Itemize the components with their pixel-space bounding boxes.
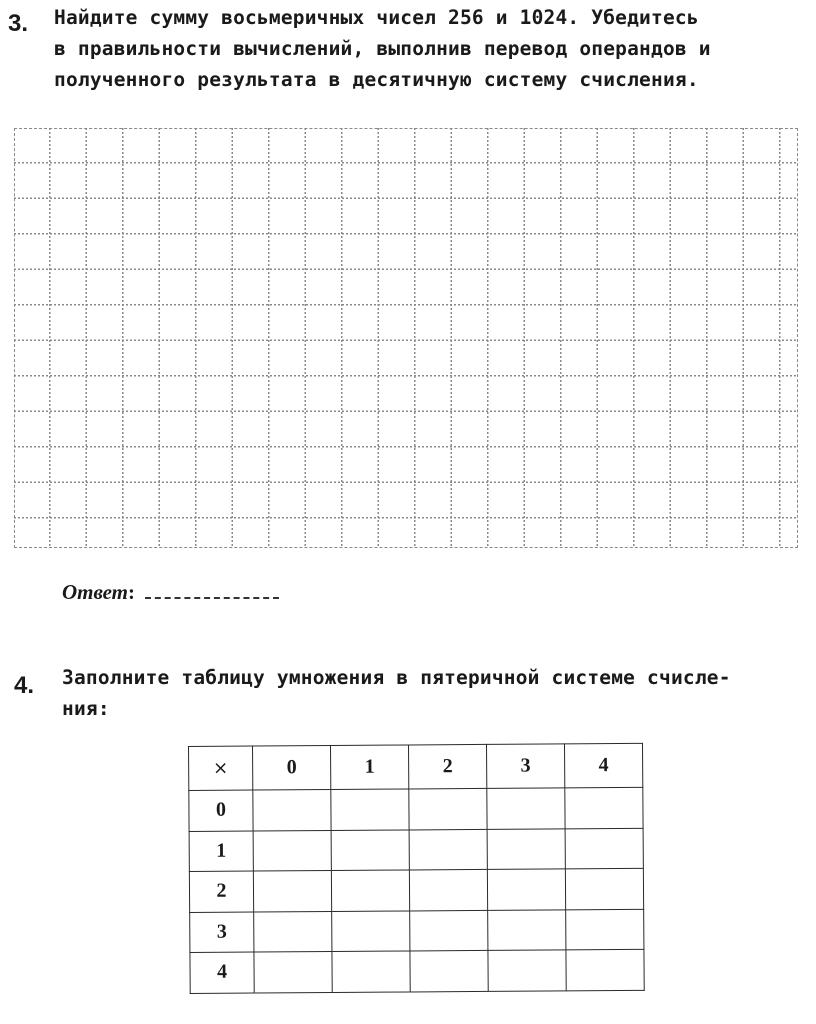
answer-colon: : (128, 580, 136, 604)
table-cell[interactable] (331, 789, 409, 830)
task-3-line-3: полученного результата в десятичную систему счисления. (54, 68, 699, 91)
table-cell[interactable] (410, 910, 488, 951)
col-header: 3 (486, 744, 564, 789)
col-header: 1 (331, 745, 409, 790)
row-header: 2 (189, 871, 253, 912)
table-row (189, 828, 643, 872)
table-cell[interactable] (253, 790, 331, 831)
task-4-line-2: ния: (62, 697, 110, 720)
table-cell[interactable] (332, 910, 410, 951)
table-cell[interactable] (331, 829, 409, 870)
answer-row (62, 580, 279, 605)
table-cell[interactable] (566, 949, 644, 990)
row-header: 3 (190, 912, 254, 953)
task-4-line-1: Заполните таблицу умножения в пятеричной системе счисле- (62, 666, 731, 689)
row-header: 1 (189, 831, 253, 872)
table-corner-multiply-sign: × (189, 746, 253, 790)
table-cell[interactable] (565, 868, 643, 909)
table-cell[interactable] (488, 950, 566, 991)
table-cell[interactable] (254, 952, 332, 993)
table-cell[interactable] (331, 870, 409, 911)
table-cell[interactable] (566, 909, 644, 950)
task-4-number: 4. (14, 672, 35, 699)
col-header: 0 (253, 746, 331, 791)
task-4 (0, 650, 816, 1024)
table-row (190, 949, 644, 993)
work-grid[interactable] (14, 128, 798, 548)
table-cell[interactable] (565, 787, 643, 828)
table-cell[interactable] (254, 911, 332, 952)
table-row (189, 787, 643, 831)
task-3-line-1: Найдите сумму восьмеричных чисел 256 и 1024. Убедитесь (54, 6, 699, 29)
answer-field[interactable] (145, 583, 279, 599)
row-header: 0 (189, 790, 253, 831)
task-3-statement (54, 2, 711, 95)
table-cell[interactable] (488, 909, 566, 950)
table-cell[interactable] (409, 869, 487, 910)
table-cell[interactable] (253, 830, 331, 871)
table-cell[interactable] (487, 788, 565, 829)
table-cell[interactable] (410, 950, 488, 991)
answer-label: Ответ (62, 580, 129, 604)
table-cell[interactable] (409, 788, 487, 829)
table-cell[interactable] (253, 871, 331, 912)
table-cell[interactable] (487, 869, 565, 910)
col-header: 2 (408, 744, 486, 789)
table-row (189, 868, 643, 912)
table-cell[interactable] (487, 828, 565, 869)
task-3-line-2: в правильности вычислений, выполнив перевод операндов и (54, 37, 711, 60)
multiplication-table (188, 743, 645, 994)
row-header: 4 (190, 952, 254, 993)
task-3-number: 3. (8, 10, 29, 37)
col-header: 4 (564, 743, 642, 788)
table-cell[interactable] (409, 829, 487, 870)
task-4-statement (62, 662, 731, 724)
table-cell[interactable] (332, 951, 410, 992)
table-row (190, 909, 644, 953)
table-cell[interactable] (565, 828, 643, 869)
table-header-row (189, 743, 643, 790)
